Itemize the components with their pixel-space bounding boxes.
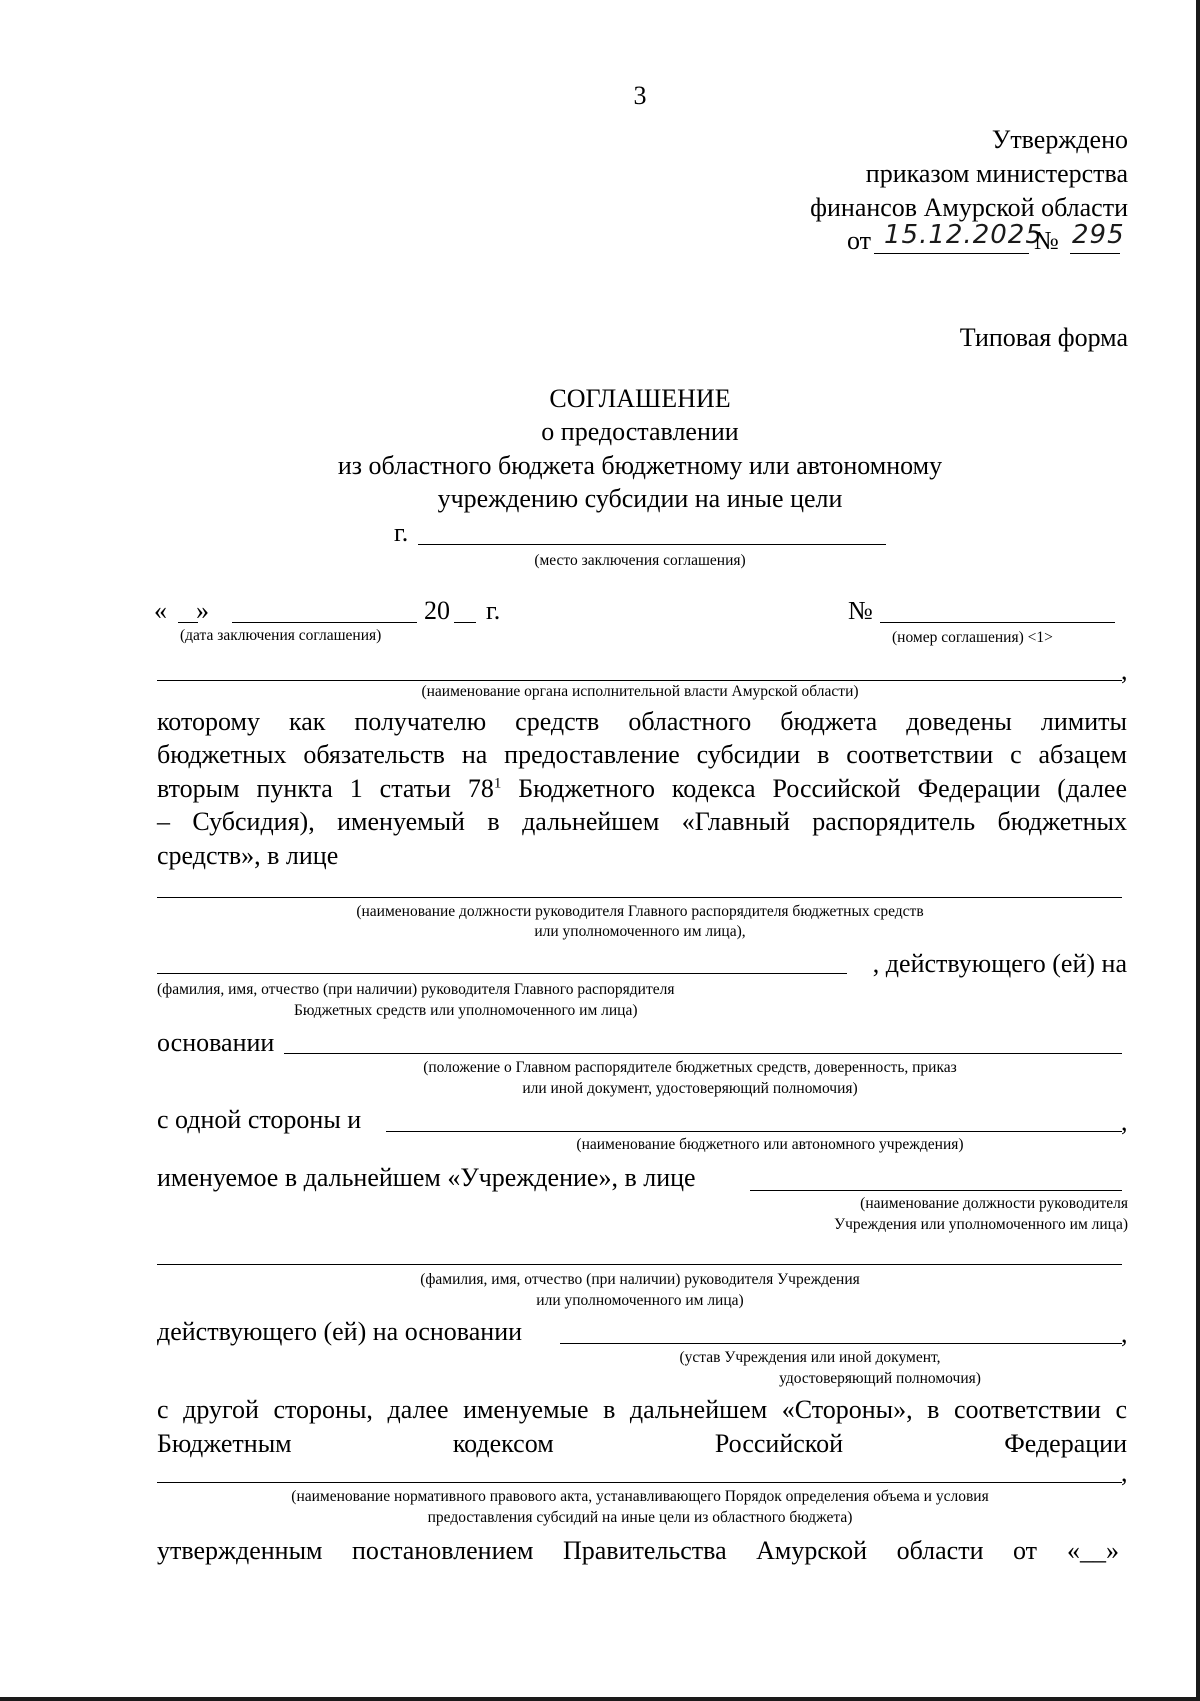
normative-caption-1: (наименование нормативного правового акта, устанавливающего Порядок определения объема и условия xyxy=(291,1488,989,1505)
one-side-caption: (наименование бюджетного или автономного учреждения) xyxy=(576,1136,964,1153)
paragraph1-line-2: бюджетных обязательств на предоставление субсидии в соответствии с абзацем xyxy=(157,740,1127,769)
approval-number-sign: № xyxy=(1034,226,1059,255)
authority-trailing-comma: , xyxy=(1121,656,1128,685)
date-quote-open: « xyxy=(154,596,167,625)
paragraph2-line-1: с другой стороны, далее именуемые в дальнейшем «Стороны», в соответствии с xyxy=(157,1395,1127,1424)
page-number: 3 xyxy=(633,81,647,110)
acting-caption-2: удостоверяющий полномочия) xyxy=(779,1370,981,1387)
date-month-field[interactable] xyxy=(232,622,417,623)
head-position-caption-2: или уполномоченного им лица), xyxy=(534,923,746,940)
institution-caption-1: (наименование должности руководителя xyxy=(860,1195,1128,1212)
scan-bottom-edge xyxy=(0,1697,1200,1701)
institution-label: именуемое в дальнейшем «Учреждение», в лице xyxy=(157,1163,696,1192)
last-line-date-quote: «__» xyxy=(1067,1536,1119,1565)
date-day-field[interactable] xyxy=(178,622,198,623)
date-quote-close: » xyxy=(196,596,209,625)
paragraph1-line-3 xyxy=(157,773,1127,805)
approval-line-2: приказом министерства xyxy=(865,159,1128,188)
paragraph1-line-4: – Субсидия), именуемый в дальнейшем «Главный распорядитель бюджетных xyxy=(157,807,1127,836)
institution-head-caption-1: (фамилия, имя, отчество (при наличии) руководителя Учреждения xyxy=(420,1271,860,1288)
date-year-suffix: г. xyxy=(486,596,501,625)
basis-field[interactable] xyxy=(284,1053,1122,1054)
paragraph1-line-3-before: вторым пункта 1 статьи 78 xyxy=(157,774,494,803)
one-side-trailing-comma: , xyxy=(1121,1107,1128,1136)
paragraph1-line-5: средств», в лице xyxy=(157,841,339,870)
title-line-3: из областного бюджета бюджетному или автономному xyxy=(337,451,943,480)
paragraph1-line-1: которому как получателю средств областного бюджета доведены лимиты xyxy=(157,707,1127,736)
approval-line-3: финансов Амурской области xyxy=(810,193,1128,222)
head-position-caption-1: (наименование должности руководителя Главного распорядителя бюджетных средств xyxy=(356,903,924,920)
scan-right-edge xyxy=(1196,0,1200,1701)
approval-line-1: Утверждено xyxy=(991,125,1128,154)
date-year-field[interactable] xyxy=(454,622,476,623)
basis-caption-1: (положение о Главном распорядителе бюджетных средств, доверенность, приказ xyxy=(423,1059,957,1076)
approval-from-prefix: от xyxy=(847,226,872,255)
article-superscript: 1 xyxy=(493,775,502,792)
title-line-2: о предоставлении xyxy=(541,417,739,446)
place-caption: (место заключения соглашения) xyxy=(534,552,746,569)
basis-caption-2: или иной документ, удостоверяющий полномочия) xyxy=(522,1080,858,1097)
approval-date-handwritten: 15.12.2025 xyxy=(884,220,1043,250)
authority-caption: (наименование органа исполнительной власти Амурской области) xyxy=(421,683,859,700)
agreement-number-caption: (номер соглашения) <1> xyxy=(892,629,1053,646)
normative-caption-2: предоставления субсидий на иные цели из областного бюджета) xyxy=(427,1509,853,1526)
institution-position-field[interactable] xyxy=(750,1190,1122,1191)
acting-caption-1: (устав Учреждения или иной документ, xyxy=(679,1349,941,1366)
acting-label: действующего (ей) на основании xyxy=(157,1317,523,1346)
one-side-label: с одной стороны и xyxy=(157,1105,362,1134)
place-field[interactable] xyxy=(418,544,886,545)
head-name-caption-1: (фамилия, имя, отчество (при наличии) руководителя Главного распорядителя xyxy=(157,981,675,998)
institution-head-caption-2: или уполномоченного им лица) xyxy=(536,1292,744,1309)
document-title: СОГЛАШЕНИЕ xyxy=(549,384,731,413)
approval-number-line xyxy=(1070,253,1120,254)
institution-name-field[interactable] xyxy=(386,1131,1122,1132)
form-type: Типовая форма xyxy=(959,323,1128,352)
paragraph2-line-2: Бюджетным кодексом Российской Федерации xyxy=(157,1429,1127,1458)
place-prefix: г. xyxy=(394,518,409,547)
acting-trailing-comma: , xyxy=(1121,1319,1128,1348)
authority-field[interactable] xyxy=(157,680,1122,681)
approval-number-handwritten: 295 xyxy=(1072,220,1125,250)
institution-head-field[interactable] xyxy=(157,1264,1122,1265)
paragraph1-line-3-after: Бюджетного кодекса Российской Федерации (далее xyxy=(501,774,1127,803)
agreement-number-field[interactable] xyxy=(880,622,1115,623)
date-year-prefix: 20 xyxy=(424,596,450,625)
head-name-field[interactable] xyxy=(157,973,847,974)
last-line-text: утвержденным постановлением Правительства Амурской области от xyxy=(157,1536,1037,1565)
institution-caption-2: Учреждения или уполномоченного им лица) xyxy=(834,1216,1128,1233)
acting-basis-field[interactable] xyxy=(560,1343,1122,1344)
title-line-4: учреждению субсидии на иные цели xyxy=(437,484,843,513)
head-position-field[interactable] xyxy=(157,897,1122,898)
approval-date-line xyxy=(874,253,1029,254)
date-caption: (дата заключения соглашения) xyxy=(180,627,382,644)
basis-label: основании xyxy=(157,1028,275,1057)
head-name-caption-2: Бюджетных средств или уполномоченного им лица) xyxy=(294,1002,638,1019)
head-name-trailing: , действующего (ей) на xyxy=(872,949,1127,978)
normative-act-field[interactable] xyxy=(157,1482,1122,1483)
normative-trailing-comma: , xyxy=(1121,1458,1128,1487)
agreement-number-sign: № xyxy=(848,596,873,625)
